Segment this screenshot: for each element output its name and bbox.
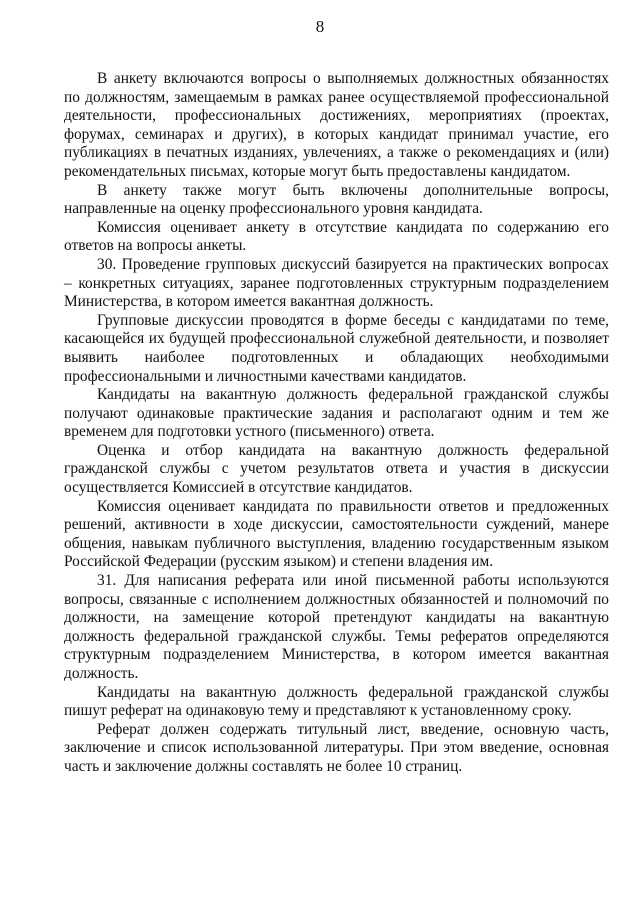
page-number: 8 (315, 17, 325, 36)
paragraph-evaluation-criteria: Комиссия оценивает кандидата по правильности ответов и предложенных решений, активности в ходе дискуссии, самостоятельности суждений, манере общения, навыкам публичного выступления, владению государственным языком Российской Федерации (русским языком) и степени владения им. (64, 497, 609, 571)
paragraph-essay-structure: Реферат должен содержать титульный лист, введение, основную часть, заключение и список использованной литературы. При этом введение, основная часть и заключение должны составлять не более 10 страниц. (64, 720, 609, 775)
document-body (64, 70, 609, 777)
paragraph-additional-questions: В анкету также могут быть включены дополнительные вопросы, направленные на оценку профессионального уровня кандидата. (64, 181, 609, 218)
paragraph-questionnaire-contents: В анкету включаются вопросы о выполняемых должностных обязанностях по должностям, замещаемым в рамках ранее осуществляемой профессиональной деятельности, профессиональных достижениях, мероприятиях (проектах, форумах, семинарах и других), в которых кандидат принимал участие, его публикациях в печатных изданиях, увлечениях, а также о рекомендациях и (или) рекомендательных письмах, которые могут быть предоставлены кандидатом. (64, 70, 609, 180)
paragraph-commission-evaluates-questionnaire: Комиссия оценивает анкету в отсутствие кандидата по содержанию его ответов на вопросы анкеты. (64, 218, 609, 255)
paragraph-discussion-format: Групповые дискуссии проводятся в форме беседы с кандидатами по теме, касающейся их будущей профессиональной служебной деятельности, и позволяет выявить наиболее подготовленных и обладающих необходимыми профессиональными и личностными качествами кандидатов. (64, 311, 609, 385)
paragraph-item-30-group-discussions: 30. Проведение групповых дискуссий базируется на практических вопросах – конкретных ситуациях, заранее подготовленных структурным подразделением Министерства, в котором имеется вакантная должность. (64, 255, 609, 311)
paragraph-same-topic: Кандидаты на вакантную должность федеральной гражданской службы пишут реферат на одинаковую тему и представляют к установленному сроку. (64, 683, 609, 720)
paragraph-item-31-essay: 31. Для написания реферата или иной письменной работы используются вопросы, связанные с исполнением должностных обязанностей и полномочий по должности, на замещение которой претендуют кандидаты на вакантную должность федеральной гражданской службы. Темы рефератов определяются структурным подразделением Министерства, в котором имеется вакантная должность. (64, 572, 609, 682)
paragraph-identical-tasks: Кандидаты на вакантную должность федеральной гражданской службы получают одинаковые практические задания и располагают одним и тем же временем для подготовки устного (письменного) ответа. (64, 386, 609, 441)
paragraph-evaluation-and-selection: Оценка и отбор кандидата на вакантную должность федеральной гражданской службы с учетом результатов ответа и участия в дискуссии осуществляется Комиссией в отсутствие кандидатов. (64, 441, 609, 497)
